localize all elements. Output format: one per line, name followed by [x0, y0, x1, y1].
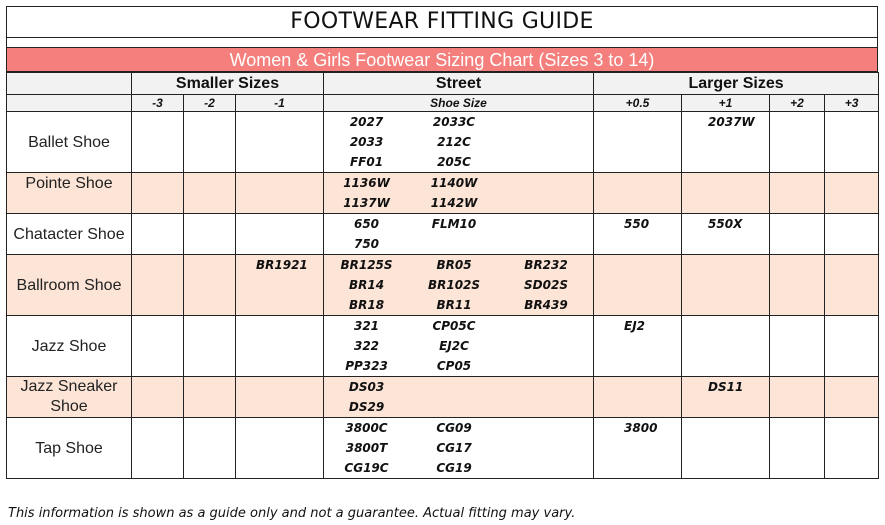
size-col-plus2: +2: [770, 95, 825, 112]
street-cell: 1136W 1140W 1137W 1142W: [324, 173, 594, 214]
cell-plus05: 550: [594, 214, 682, 255]
sizing-table: [6, 72, 879, 479]
corner-cell: [7, 73, 132, 95]
size-col-minus2: -2: [184, 95, 236, 112]
group-larger-sizes: Larger Sizes: [594, 73, 879, 95]
table-row: [7, 255, 879, 316]
cell-plus05: 3800: [594, 418, 682, 479]
table-row: [7, 214, 879, 255]
size-col-minus3: -3: [132, 95, 184, 112]
street-cell: 321 CP05C 322 EJ2C PP323 CP05: [324, 316, 594, 377]
cell-plus05: [594, 255, 682, 316]
row-label-ballet: Ballet Shoe: [7, 112, 132, 173]
chart-band-title: Women & Girls Footwear Sizing Chart (Sizes 3 to 14): [6, 48, 878, 72]
row-label-character: Chatacter Shoe: [7, 214, 132, 255]
cell-plus1: 2037W: [682, 112, 770, 173]
group-header-row: [7, 73, 879, 95]
group-smaller-sizes: Smaller Sizes: [132, 73, 324, 95]
cell-plus1: DS11: [682, 377, 770, 418]
cell-minus1: [236, 214, 324, 255]
size-col-shoe-size: Shoe Size: [324, 95, 594, 112]
cell-minus1: [236, 377, 324, 418]
table-row: [7, 316, 879, 377]
cell-plus1: [682, 418, 770, 479]
street-cell: 2027 2033C 2033 212C FF01 205C: [324, 112, 594, 173]
street-cell: DS03 DS29: [324, 377, 594, 418]
street-cell: 3800C CG09 3800T CG17 CG19C CG19: [324, 418, 594, 479]
cell-plus1: [682, 316, 770, 377]
cell-plus05: [594, 377, 682, 418]
table-row: [7, 173, 879, 214]
size-col-plus3: +3: [825, 95, 879, 112]
table-row: [7, 377, 879, 418]
size-header-row: [7, 95, 879, 112]
cell-minus1: BR1921: [236, 255, 324, 316]
cell-plus05: EJ2: [594, 316, 682, 377]
table-row: [7, 112, 879, 173]
cell-minus1: [236, 418, 324, 479]
cell-plus1: [682, 173, 770, 214]
row-label-tap: Tap Shoe: [7, 418, 132, 479]
size-col-plus05: +0.5: [594, 95, 682, 112]
row-label-jazz: Jazz Shoe: [7, 316, 132, 377]
cell-plus05: [594, 173, 682, 214]
row-label-pointe: Pointe Shoe: [7, 173, 132, 214]
cell-minus1: [236, 316, 324, 377]
row-label-ballroom: Ballroom Shoe: [7, 255, 132, 316]
size-col-plus1: +1: [682, 95, 770, 112]
page-title: FOOTWEAR FITTING GUIDE: [6, 6, 878, 38]
cell-minus1: [236, 112, 324, 173]
cell-plus1: [682, 255, 770, 316]
cell-minus1: [236, 173, 324, 214]
disclaimer-text: This information is shown as a guide only and not a guarantee. Actual fitting may vary.: [8, 506, 576, 521]
street-cell: 650 FLM10 750: [324, 214, 594, 255]
size-col-minus1: -1: [236, 95, 324, 112]
row-label-jazz-sneaker: Jazz Sneaker Shoe: [7, 377, 132, 418]
corner-cell-sub: [7, 95, 132, 112]
street-cell: BR125S BR05 BR232 BR14 BR102S SD02S BR18 BR11 BR439: [324, 255, 594, 316]
spacer-row: [6, 38, 878, 48]
cell-plus1: 550X: [682, 214, 770, 255]
table-row: [7, 418, 879, 479]
group-street: Street: [324, 73, 594, 95]
cell-plus05: [594, 112, 682, 173]
